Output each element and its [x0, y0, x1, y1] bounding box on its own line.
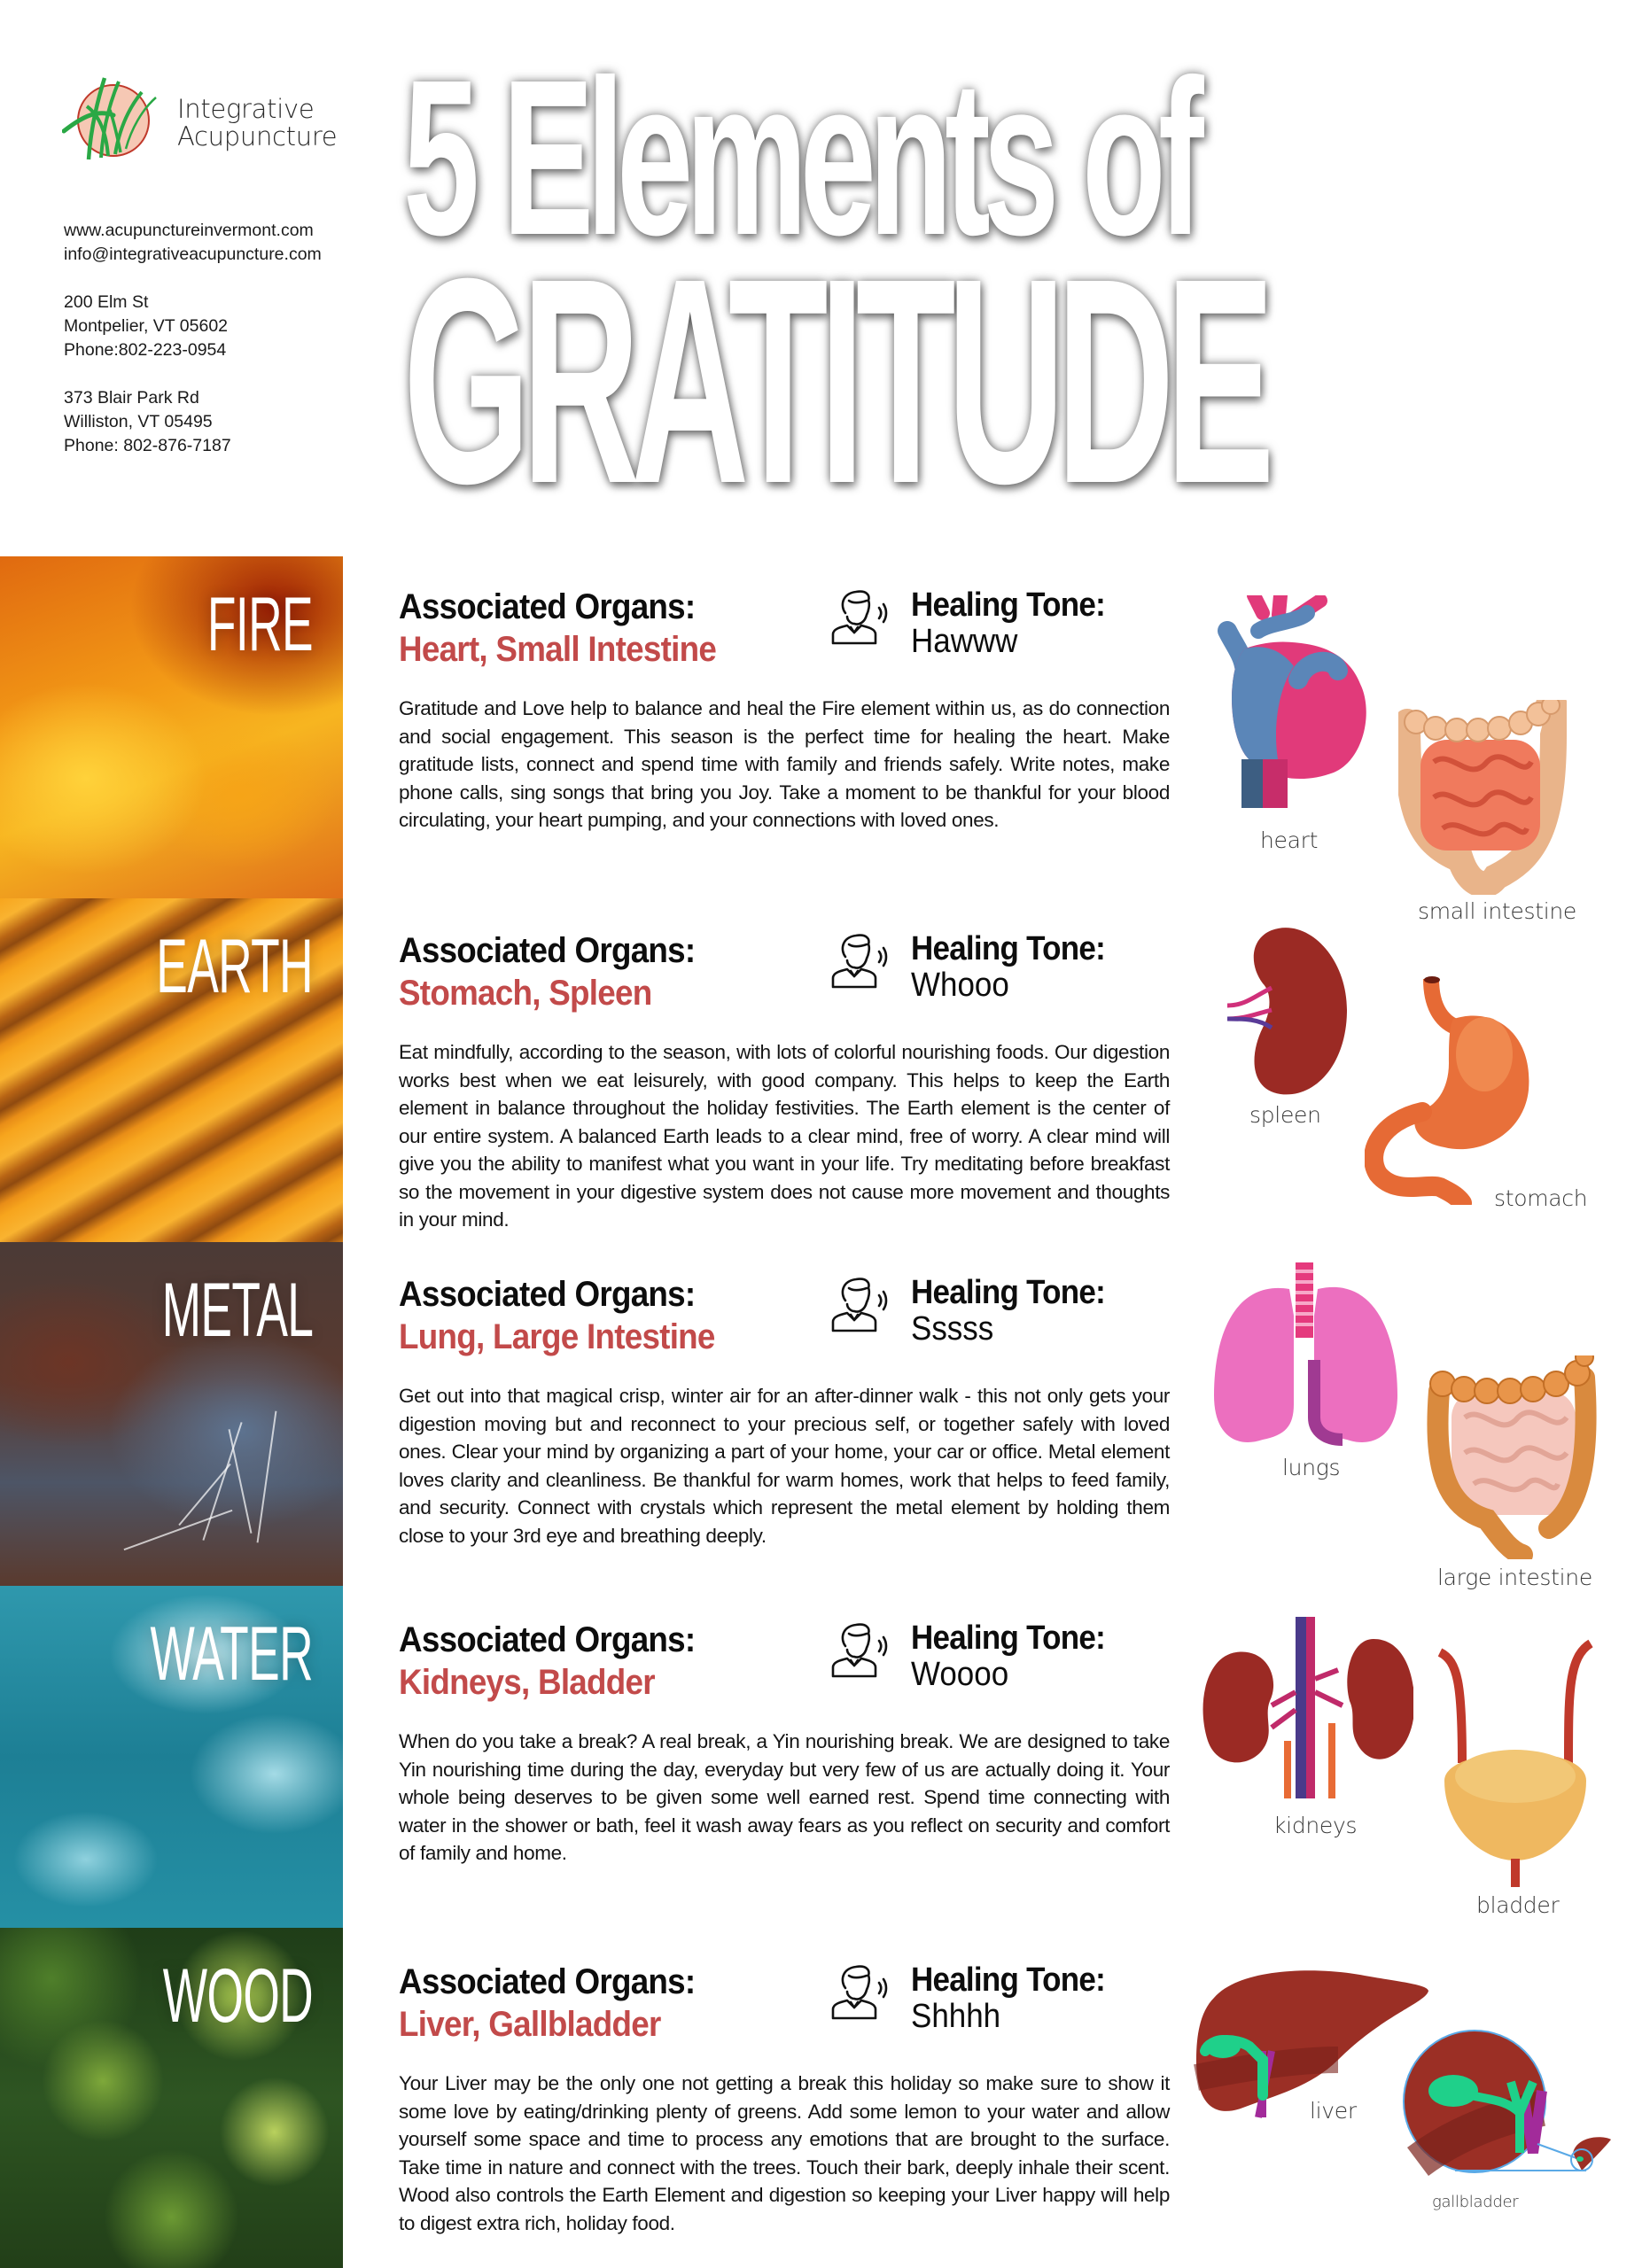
brand-name: [177, 96, 337, 151]
organ-names: Heart, Small Intestine: [399, 630, 717, 669]
illustration-caption: large intestine: [1437, 1565, 1592, 1590]
healing-tone-value: Woooo: [911, 1656, 1009, 1693]
healing-tone-value: Sssss: [911, 1310, 994, 1348]
healing-tone: [911, 930, 1122, 1003]
organ-names: Stomach, Spleen: [399, 974, 652, 1013]
large-intestine-illustration-icon: [1425, 1355, 1602, 1559]
healing-tone-value: Whooo: [911, 967, 1009, 1004]
illustration-caption: stomach: [1494, 1185, 1588, 1211]
email-link[interactable]: info@integrativeacupuncture.com: [64, 245, 322, 264]
healing-tone-value: Hawww: [911, 623, 1018, 660]
page-title: [403, 34, 1396, 544]
speaking-person-icon: [829, 1621, 893, 1678]
heart-illustration-icon: [1210, 595, 1369, 817]
healing-tone-heading: Healing Tone:: [911, 1619, 1105, 1657]
small-intestine-illustration-icon: [1398, 700, 1567, 895]
wood-image-panel: [0, 1928, 343, 2268]
element-label-wood: WOOD: [162, 1953, 313, 2039]
illustration-caption: heart: [1260, 827, 1319, 853]
location-2-city: Williston, VT 05495: [64, 412, 213, 431]
speaking-person-icon: [829, 932, 893, 989]
illustration-caption: lungs: [1282, 1455, 1341, 1480]
lungs-illustration-icon: [1210, 1262, 1400, 1449]
element-label-fire: FIRE: [207, 582, 313, 667]
section-earth: [399, 930, 1170, 1234]
speaking-person-icon: [829, 1963, 893, 2020]
bladder-illustration-icon: [1436, 1639, 1595, 1887]
illustration-caption: liver: [1310, 2098, 1357, 2124]
healing-tone: [911, 1274, 1122, 1347]
location-1-city: Montpelier, VT 05602: [64, 316, 229, 336]
stomach-illustration-icon: [1365, 975, 1533, 1205]
illustration-caption: bladder: [1476, 1892, 1560, 1918]
location-1-phone: Phone:802-223-0954: [64, 340, 227, 360]
brand-name-line1: Integrative: [177, 94, 315, 124]
associated-organs-heading: Associated Organs:: [399, 1620, 696, 1659]
speaking-person-icon: [829, 588, 893, 645]
grass-circle-logo-icon: [62, 71, 160, 168]
speaking-person-icon: [829, 1276, 893, 1332]
element-description: Gratitude and Love help to balance and heal the Fire element within us, as do connection and social engagement. This season is the perfect time for healing the heart. Make gratitude lists, connect and spend time with family and friends safely. Write notes, make phone calls, sing songs that bring you Joy. Take a moment to be thankful for your blood circulating, your heart pumping, and your connections with loved ones.: [399, 697, 1170, 831]
fire-image-panel: [0, 556, 343, 898]
organ-names: Kidneys, Bladder: [399, 1663, 655, 1702]
element-description: Get out into that magical crisp, winter air for an after-dinner walk - this not only gets your digestion moving but and reconnect to your precious self, or together safely with loved ones. Clear your mind by organizing a part of your home, your car or office. Metal element loves clarity and cleanliness. Be thankful for warm homes, work that helps to feed family, and security. Connect with crystals which represent the metal element by holding them close to your 3rd eye and breathing deeply.: [399, 1385, 1170, 1547]
kidneys-illustration-icon: [1201, 1617, 1413, 1803]
healing-tone-heading: Healing Tone:: [911, 930, 1105, 967]
illustration-caption: small intestine: [1418, 898, 1577, 924]
element-description: Your Liver may be the only one not getting a break this holiday so make sure to show it some love by eating/drinking plenty of greens. Add some lemon to your water and allow yourself some space and time to process any emotions that are brought to the surface. Take time in nature and connect with the trees. Touch their bark, deeply inhale their scent. Wood also controls the Earth Element and digestion so keeping your Liver happy will help to digest extra rich, holiday food.: [399, 2072, 1170, 2234]
gallbladder-illustration-icon: [1400, 2029, 1613, 2179]
element-label-metal: METAL: [161, 1268, 313, 1353]
organ-names: Liver, Gallbladder: [399, 2005, 661, 2044]
element-description: Eat mindfully, according to the season, with lots of colorful nourishing foods. Our digestion works best when we eat leisurely, with good company. This helps to keep the Earth element in balance throughout the holiday festivities. The Earth element is the center of our entire system. A balanced Earth leads to a clear mind, free of worry. A clear mind will give you the ability to manifest what you want in your life. Try meditating before breakfast so the movement in your digestive system does not cause more movement and thoughts in your mind.: [399, 1041, 1170, 1231]
healing-tone: [911, 1961, 1122, 2034]
associated-organs-heading: Associated Organs:: [399, 1275, 696, 1314]
illustration-caption: spleen: [1249, 1102, 1321, 1128]
title-line-1: 5 Elements of: [403, 34, 1196, 281]
section-wood: [399, 1961, 1170, 2237]
element-description: When do you take a break? A real break, a Yin nourishing break. We are designed to take Yin nourishing time during the day, everyday but very few of us are actually doing it. Your whole being deserves to be given some well earned rest. Spend time connecting with water in the shower or bath, feel it wash away fears as you reflect on security and comfort of family and home.: [399, 1730, 1170, 1864]
brand-name-line2: Acupuncture: [177, 121, 338, 151]
water-image-panel: [0, 1586, 343, 1928]
earth-image-panel: [0, 898, 343, 1242]
healing-tone-value: Shhhh: [911, 1998, 1001, 2035]
contact-info: [64, 219, 322, 458]
website-link[interactable]: www.acupunctureinvermont.com: [64, 221, 314, 240]
illustration-caption: kidneys: [1273, 1813, 1358, 1838]
associated-organs-heading: Associated Organs:: [399, 931, 696, 970]
element-label-earth: EARTH: [156, 924, 313, 1009]
element-label-water: WATER: [150, 1612, 313, 1697]
healing-tone-heading: Healing Tone:: [911, 586, 1105, 624]
section-metal: [399, 1274, 1170, 1550]
healing-tone: [911, 586, 1122, 659]
illustration-caption: gallbladder: [1432, 2193, 1519, 2211]
associated-organs-heading: Associated Organs:: [399, 587, 696, 626]
brand-logo: [62, 71, 346, 168]
location-1-street: 200 Elm St: [64, 292, 149, 312]
section-fire: [399, 586, 1170, 835]
metal-image-panel: [0, 1242, 343, 1586]
healing-tone-heading: Healing Tone:: [911, 1274, 1105, 1311]
location-2-phone: Phone: 802-876-7187: [64, 436, 231, 455]
associated-organs-heading: Associated Organs:: [399, 1962, 696, 2001]
healing-tone: [911, 1619, 1122, 1692]
location-2-street: 373 Blair Park Rd: [64, 388, 199, 408]
healing-tone-heading: Healing Tone:: [911, 1961, 1105, 1999]
organ-names: Lung, Large Intestine: [399, 1317, 715, 1356]
spleen-illustration-icon: [1227, 921, 1351, 1099]
title-line-2: GRATITUDE: [403, 217, 1266, 544]
section-water: [399, 1619, 1170, 1868]
